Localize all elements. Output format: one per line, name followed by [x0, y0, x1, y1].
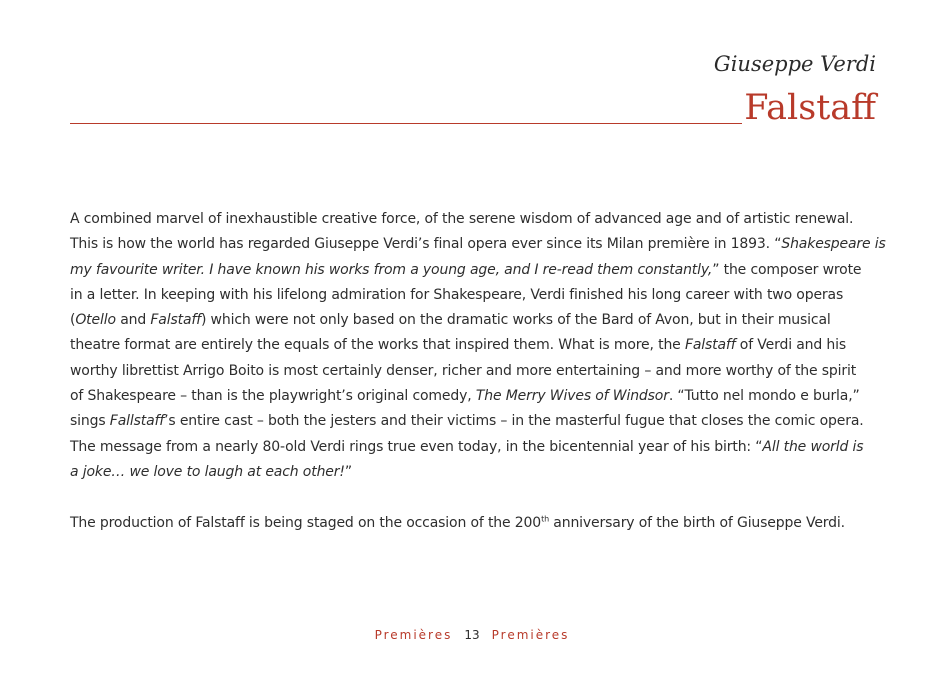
main-paragraph: [70, 207, 890, 485]
text-line: [70, 308, 890, 333]
text-line: [70, 232, 890, 257]
text-run: A combined marvel of inexhaustible creative force, of the serene wisdom of advanced age and of artistic renewal.: [70, 211, 854, 227]
paragraph-gap: [70, 485, 890, 510]
text-run: ’s entire cast – both the jesters and their victims – in the masterful fugue that closes the comic opera.: [164, 413, 864, 430]
text-run: and: [115, 312, 151, 329]
text-run: of Shakespeare – than is the playwright’s original comedy,: [70, 388, 476, 405]
text-run: (: [70, 312, 76, 329]
footer-label-left: Premières: [374, 628, 453, 642]
header-rule: [70, 123, 742, 124]
page-number: 13: [464, 628, 480, 642]
body-text: [70, 207, 890, 536]
text-line: [70, 258, 890, 283]
italic-text: Shakespeare is: [781, 236, 886, 253]
italic-text: Falstaff: [684, 337, 736, 354]
text-line: [70, 359, 890, 384]
text-line: [70, 435, 890, 460]
italic-text: a joke… we love to laugh at each other!: [70, 463, 345, 480]
text-run: worthy librettist Arrigo Boito is most certainly denser, richer and more entertaining – and more worthy of the spirit: [70, 362, 857, 379]
text-run: This is how the world has regarded Giuseppe Verdi’s final opera ever since its Milan première in 1893. “: [70, 236, 782, 253]
italic-text: Falstaff: [150, 312, 201, 329]
italic-text: Fallstaff: [109, 413, 165, 430]
text-run: in a letter. In keeping with his lifelong admiration for Shakespeare, Verdi finished his long career with two operas: [70, 286, 844, 303]
text-run: ) which were not only based on the dramatic works of the Bard of Avon, but in their musical: [200, 312, 831, 329]
opera-title: Falstaff: [744, 88, 876, 128]
text-line: [70, 460, 890, 485]
text-line: [70, 207, 890, 232]
italic-text: All the world is: [762, 438, 864, 455]
text-line: [70, 333, 890, 358]
text-run: ”: [344, 463, 352, 480]
text-run: . “Tutto nel mondo e burla,”: [668, 388, 860, 405]
italic-text: The Merry Wives of Windsor: [475, 388, 669, 405]
text-run: of Verdi and his: [735, 337, 847, 354]
text-run: sings: [70, 413, 110, 430]
text-line: [70, 283, 890, 308]
production-note-text-end: anniversary of the birth of Giuseppe Verdi.: [549, 514, 845, 531]
text-run: ” the composer wrote: [712, 261, 862, 278]
production-note: [70, 511, 890, 536]
text-run: theatre format are entirely the equals of the works that inspired them. What is more, the: [70, 337, 685, 354]
production-note-text: The production of Falstaff is being staged on the occasion of the 200: [70, 514, 542, 531]
text-line: [70, 384, 890, 409]
italic-text: my favourite writer. I have known his works from a young age, and I re-read them constantly,: [70, 261, 713, 278]
ordinal-suffix: th: [541, 513, 549, 523]
page-footer: [0, 628, 944, 642]
text-line: [70, 409, 890, 434]
composer-name: Giuseppe Verdi: [713, 52, 876, 76]
text-run: The message from a nearly 80-old Verdi rings true even today, in the bicentennial year of his birth: “: [70, 438, 763, 455]
footer-label-right: Premières: [491, 628, 570, 642]
italic-text: Otello: [75, 312, 116, 329]
